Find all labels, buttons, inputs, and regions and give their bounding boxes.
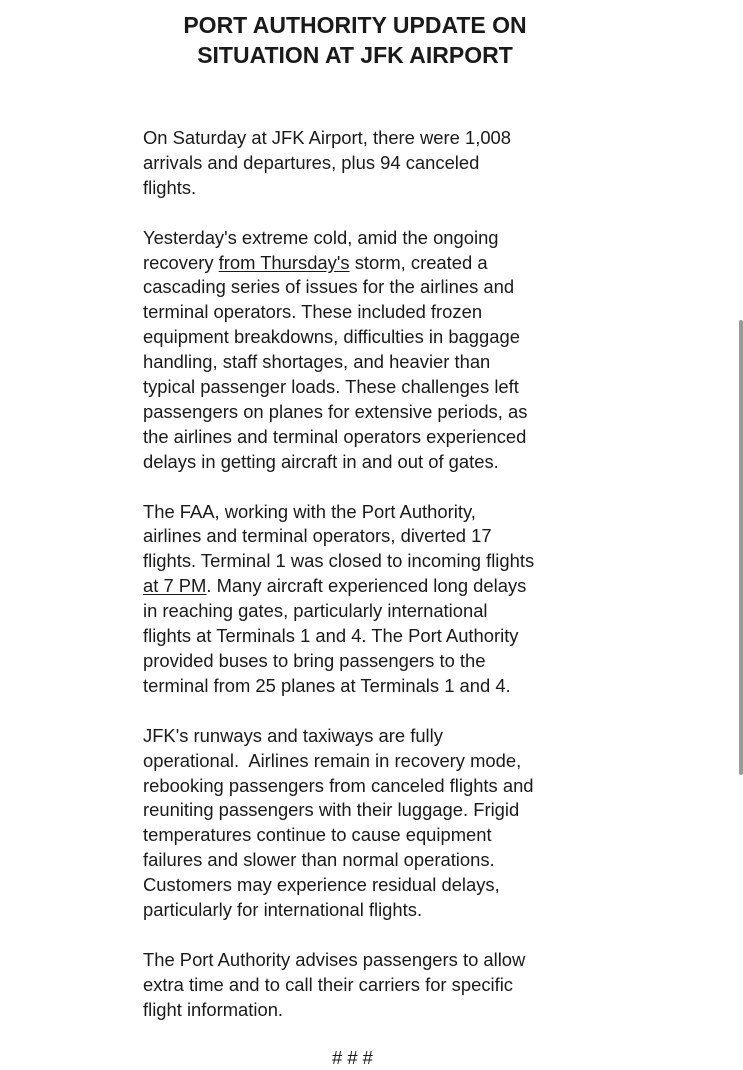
text-line: temperatures continue to cause equipment <box>143 824 492 846</box>
text-line: flights. Terminal 1 was closed to incoming flights <box>143 550 535 572</box>
text-line: passengers on planes for extensive periods, as <box>143 400 528 422</box>
text-line: operational. Airlines remain in recovery mode, <box>143 749 522 771</box>
text-line: flights. <box>143 176 197 198</box>
text-line: cascading series of issues for the airlines and <box>143 276 515 298</box>
text-line: Yesterday's extreme cold, amid the ongoing <box>143 226 499 248</box>
page-title <box>0 10 710 70</box>
paragraph-faa-diversions <box>143 500 583 699</box>
text-line: arrivals and departures, plus 94 canceled <box>143 151 480 173</box>
text-fragment: . Many aircraft experienced long delays <box>206 575 527 597</box>
text-line: typical passenger loads. These challenges left <box>143 376 519 398</box>
press-release-body <box>143 126 583 1047</box>
text-fragment: recovery <box>143 251 219 273</box>
text-fragment: storm, created a <box>349 251 488 273</box>
end-of-release-mark: # # # <box>332 1047 373 1068</box>
text-line: terminal operators. These included frozen <box>143 301 483 323</box>
text-line: rebooking passengers from canceled flights and <box>143 774 534 796</box>
title-line-2: SITUATION AT JFK AIRPORT <box>197 42 513 68</box>
text-line: handling, staff shortages, and heavier than <box>143 351 491 373</box>
text-line: The FAA, working with the Port Authority, <box>143 500 476 522</box>
text-line: The Port Authority advises passengers to allow <box>143 948 526 970</box>
text-line: in reaching gates, particularly international <box>143 600 488 622</box>
at-7-pm-link[interactable]: at 7 PM <box>143 575 207 597</box>
text-line: equipment breakdowns, difficulties in baggage <box>143 326 520 348</box>
text-line <box>143 574 583 599</box>
from-thursdays-link[interactable]: from Thursday's <box>218 251 350 273</box>
paragraph-runways-operational <box>143 724 583 923</box>
text-line <box>143 251 583 276</box>
text-line: On Saturday at JFK Airport, there were 1,008 <box>143 127 512 148</box>
text-line: airlines and terminal operators, diverted 17 <box>143 525 492 547</box>
text-line: reuniting passengers with their luggage. Frigid <box>143 799 520 821</box>
vertical-scrollbar[interactable] <box>739 320 743 775</box>
text-line: provided buses to bring passengers to the <box>143 650 486 671</box>
text-line: flights at Terminals 1 and 4. The Port Authority <box>143 625 519 647</box>
paragraph-extreme-cold <box>143 226 583 475</box>
paragraph-saturday-stats <box>143 126 583 201</box>
paragraph-advisory <box>143 948 583 1023</box>
title-line-1: PORT AUTHORITY UPDATE ON <box>183 12 527 38</box>
text-line: terminal from 25 planes at Terminals 1 and 4. <box>143 674 511 696</box>
text-line: extra time and to call their carriers for specific <box>143 973 513 995</box>
text-line: JFK's runways and taxiways are fully <box>143 724 443 746</box>
text-line: particularly for international flights. <box>143 899 423 921</box>
text-line: the airlines and terminal operators experienced <box>143 425 527 447</box>
text-line: failures and slower than normal operations. <box>143 849 495 871</box>
text-line: delays in getting aircraft in and out of gates. <box>143 450 499 472</box>
text-line: flight information. <box>143 998 284 1020</box>
text-line: Customers may experience residual delays, <box>143 874 500 896</box>
